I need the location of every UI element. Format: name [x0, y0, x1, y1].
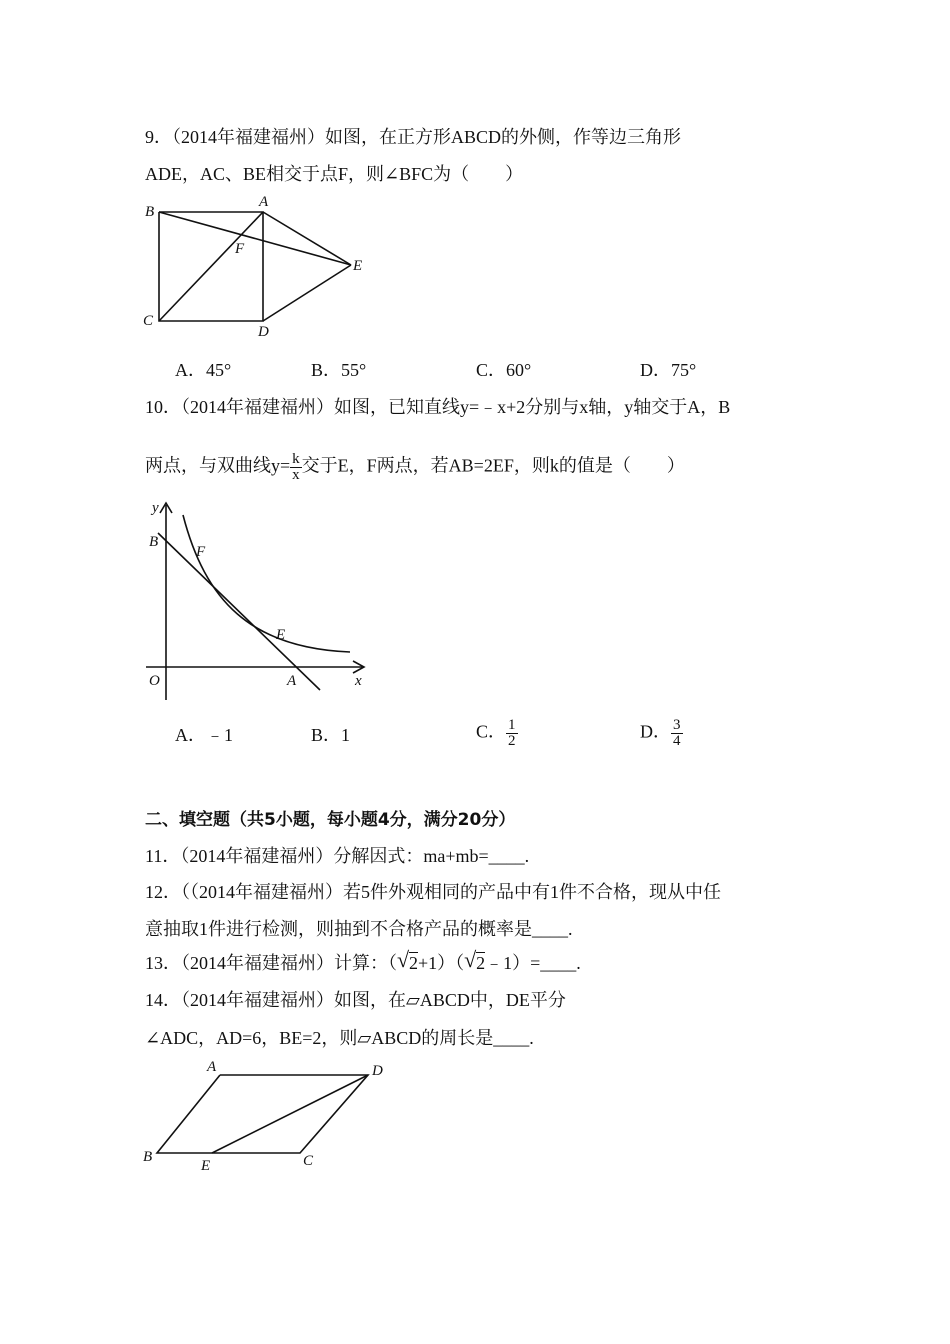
- segment-de-q14: [212, 1075, 368, 1153]
- hyperbola-fraction: [290, 452, 302, 483]
- q13-prefix: 13．（2014年福建福州）计算：（: [145, 953, 397, 973]
- diagonal-ac: [159, 212, 263, 321]
- q14-label-c: C: [303, 1153, 314, 1169]
- q9-line-1: 9．（2014年福建福州）如图，在正方形ABCD的外侧，作等边三角形: [145, 127, 682, 147]
- q11-text: 11．（2014年福建福州）分解因式：ma+mb=____.: [145, 846, 530, 866]
- q9-label-e: E: [353, 258, 363, 274]
- sqrt-2: [464, 947, 486, 975]
- q9-label-f: F: [235, 241, 245, 257]
- q14-label-b: B: [143, 1149, 153, 1165]
- section-2-title: 二、填空题（共5小题，每小题4分，满分20分）: [145, 810, 516, 830]
- q14-line-2: ∠ADC，AD=6，BE=2，则▱ABCD的周长是____.: [145, 1028, 534, 1048]
- q14-label-a: A: [207, 1059, 217, 1075]
- q14-line-1: 14．（2014年福建福州）如图，在▱ABCD中，DE平分: [145, 990, 566, 1010]
- radical-icon: √: [464, 947, 477, 972]
- q9-label-d: D: [258, 324, 269, 340]
- q9-line-2: ADE，AC、BE相交于点F，则∠BFC为（ ）: [145, 164, 524, 184]
- q9-diagram: [143, 194, 362, 340]
- q10-label-b: B: [149, 534, 159, 550]
- frac-numerator: k: [292, 451, 300, 467]
- q14-diagram: [143, 1059, 383, 1174]
- q9-option-a: A．45°: [175, 360, 232, 380]
- q10-option-c-label: C．: [476, 721, 507, 742]
- q10-line-2-post: 交于E，F两点，若AB=2EF，则k的值是（ ）: [301, 455, 685, 476]
- q10-option-c: [476, 718, 518, 749]
- radicand-2: 2: [476, 953, 486, 973]
- frac-denominator: 4: [673, 733, 681, 749]
- radical-icon: √: [397, 947, 410, 972]
- frac-numerator: 1: [508, 717, 516, 733]
- q10-diagram: [146, 500, 364, 700]
- q13-mid: +1）（: [418, 953, 465, 973]
- q9-label-a: A: [259, 194, 269, 210]
- q10-label-o: O: [149, 673, 160, 689]
- q10-label-y: y: [152, 500, 159, 516]
- q10-label-e: E: [276, 627, 286, 643]
- q10-option-d-label: D．: [640, 721, 671, 742]
- q9-label-b: B: [145, 204, 155, 220]
- q10-option-b: B．1: [311, 725, 351, 745]
- radicand-1: 2: [409, 953, 418, 973]
- hyperbola-curve: [183, 515, 350, 652]
- q10-line-2: [145, 452, 685, 483]
- q14-label-e: E: [201, 1158, 211, 1174]
- q10-line-1: 10．（2014年福建福州）如图，已知直线y=﹣x+2分别与x轴，y轴交于A，B: [145, 397, 731, 417]
- q12-line-2: 意抽取1件进行检测，则抽到不合格产品的概率是____.: [145, 919, 573, 939]
- q13-suffix: ﹣1）=____.: [485, 953, 581, 973]
- q10-option-a: A．﹣1: [175, 725, 233, 745]
- q14-label-d: D: [372, 1063, 383, 1079]
- q13-text: [145, 947, 581, 975]
- frac-denominator: 2: [508, 733, 516, 749]
- q10-label-x: x: [355, 673, 362, 689]
- q10-option-d-fraction: [671, 718, 683, 749]
- q9-option-d: D．75°: [640, 360, 697, 380]
- frac-denominator: x: [292, 467, 300, 483]
- q10-line-2-pre: 两点，与双曲线y=: [145, 455, 291, 476]
- sqrt-1: [397, 947, 418, 975]
- q9-option-c: C．60°: [476, 360, 532, 380]
- frac-numerator: 3: [673, 717, 681, 733]
- segment-ae: [263, 212, 351, 265]
- q10-label-a: A: [287, 673, 297, 689]
- q10-label-f: F: [196, 544, 206, 560]
- segment-de: [263, 265, 351, 321]
- q10-option-c-fraction: [506, 718, 518, 749]
- q9-option-b: B．55°: [311, 360, 367, 380]
- parallelogram-abcd: [157, 1075, 368, 1153]
- q12-line-1: 12．（（2014年福建福州）若5件外观相同的产品中有1件不合格，现从中任: [145, 882, 721, 902]
- q9-label-c: C: [143, 313, 154, 329]
- q10-option-d: [640, 718, 683, 749]
